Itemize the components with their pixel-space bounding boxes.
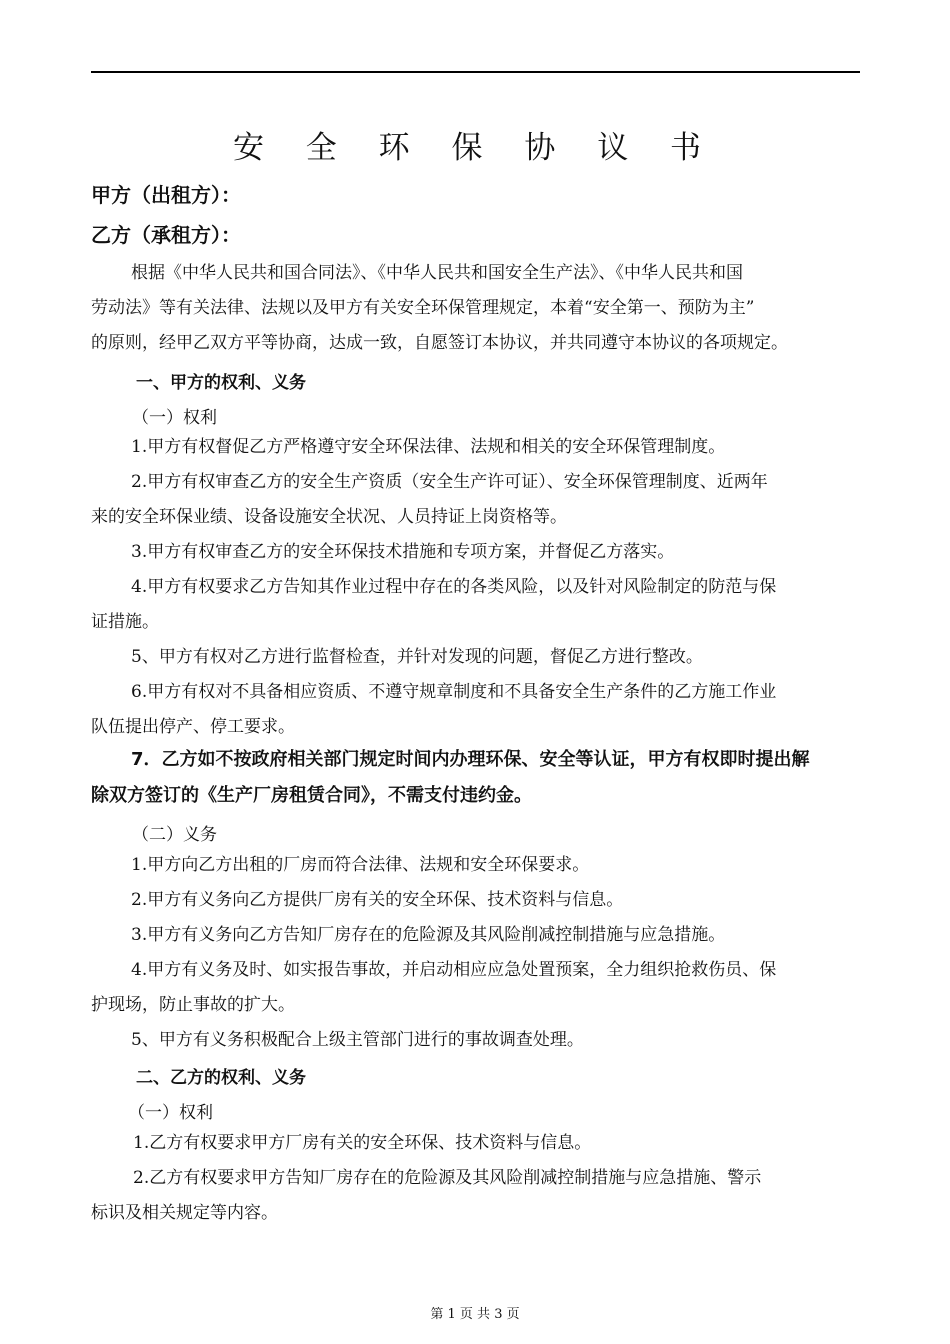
section2-rights-heading: （一）权利 — [128, 1103, 213, 1123]
s1-right-2-line-1: 2.甲方有权审查乙方的安全生产资质（安全生产许可证）、安全环保管理制度、近两年 — [131, 472, 768, 492]
s2-right-2-line-2: 标识及相关规定等内容。 — [91, 1203, 278, 1223]
s1-duty-3: 3.甲方有义务向乙方告知厂房存在的危险源及其风险削减控制措施与应急措施。 — [131, 925, 726, 945]
party-a-label: 甲方（出租方）： — [91, 183, 241, 207]
s1-right-3: 3.甲方有权审查乙方的安全环保技术措施和专项方案，并督促乙方落实。 — [131, 542, 675, 562]
s1-right-7-line-2: 除双方签订的《生产厂房租赁合同》，不需支付违约金。 — [91, 785, 532, 806]
intro-line-1: 根据《中华人民共和国合同法》、《中华人民共和国安全生产法》、《中华人民共和国 — [131, 263, 743, 283]
s1-right-6-line-2: 队伍提出停产、停工要求。 — [91, 717, 295, 737]
s1-right-4-line-2: 证措施。 — [91, 612, 159, 632]
s1-duty-2: 2.甲方有义务向乙方提供厂房有关的安全环保、技术资料与信息。 — [131, 890, 624, 910]
section1-duties-heading: （二）义务 — [132, 825, 217, 845]
s1-duty-1: 1.甲方向乙方出租的厂房而符合法律、法规和安全环保要求。 — [131, 855, 590, 875]
section1-rights-heading: （一）权利 — [132, 408, 217, 428]
document-title: 安 全 环 保 协 议 书 — [232, 130, 718, 166]
intro-line-2: 劳动法》等有关法律、法规以及甲方有关安全环保管理规定，本着“安全第一、预防为主” — [91, 298, 755, 318]
page-footer: 第 1 页 共 3 页 — [430, 1307, 520, 1322]
section1-heading: 一、甲方的权利、义务 — [136, 373, 306, 393]
intro-line-3: 的原则，经甲乙双方平等协商，达成一致，自愿签订本协议，并共同遵守本协议的各项规定。 — [91, 333, 788, 353]
s1-right-6-line-1: 6.甲方有权对不具备相应资质、不遵守规章制度和不具备安全生产条件的乙方施工作业 — [131, 682, 777, 702]
s1-duty-4-line-2: 护现场，防止事故的扩大。 — [91, 995, 295, 1015]
s2-right-1: 1.乙方有权要求甲方厂房有关的安全环保、技术资料与信息。 — [133, 1133, 592, 1153]
s1-right-5: 5、甲方有权对乙方进行监督检查，并针对发现的问题，督促乙方进行整改。 — [131, 647, 703, 667]
header-rule — [91, 71, 860, 73]
s1-right-2-line-2: 来的安全环保业绩、设备设施安全状况、人员持证上岗资格等。 — [91, 507, 567, 527]
s1-right-1: 1.甲方有权督促乙方严格遵守安全环保法律、法规和相关的安全环保管理制度。 — [131, 437, 726, 457]
s1-duty-4-line-1: 4.甲方有义务及时、如实报告事故，并启动相应应急处置预案，全力组织抢救伤员、保 — [131, 960, 777, 980]
s1-right-4-line-1: 4.甲方有权要求乙方告知其作业过程中存在的各类风险，以及针对风险制定的防范与保 — [131, 577, 777, 597]
s1-right-7-line-1: 7．乙方如不按政府相关部门规定时间内办理环保、安全等认证，甲方有权即时提出解 — [131, 749, 810, 770]
section2-heading: 二、乙方的权利、义务 — [136, 1068, 306, 1088]
s1-duty-5: 5、甲方有义务积极配合上级主管部门进行的事故调查处理。 — [131, 1030, 584, 1050]
s2-right-2-line-1: 2.乙方有权要求甲方告知厂房存在的危险源及其风险削减控制措施与应急措施、警示 — [133, 1168, 762, 1188]
party-b-label: 乙方（承租方）： — [91, 223, 241, 247]
